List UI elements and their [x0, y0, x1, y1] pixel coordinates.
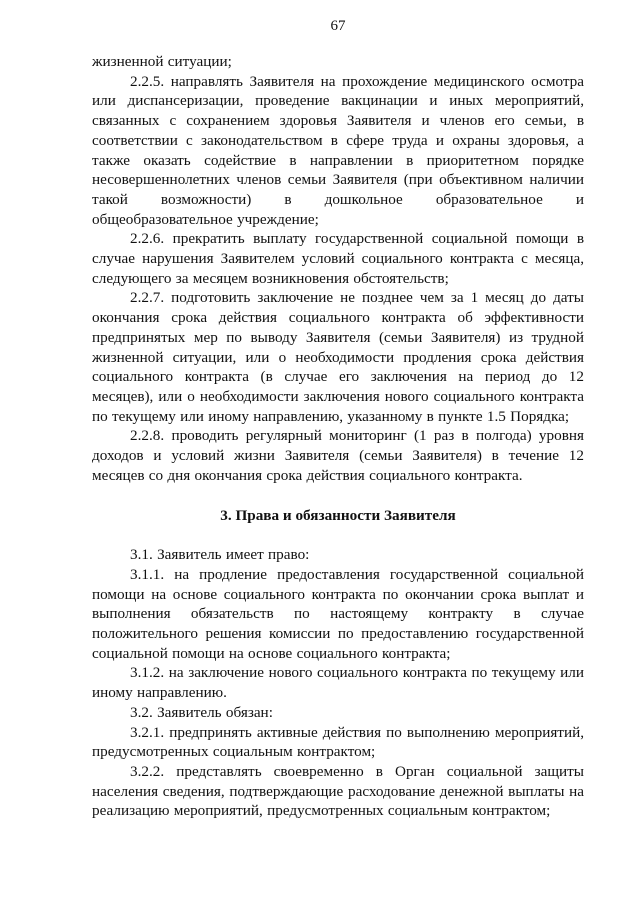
paragraph: 2.2.6. прекратить выплату государственной социальной помощи в случае нарушения Заявителем условий социального контракта с месяца, следующего за месяцем возникновения обстоятельств; — [92, 230, 584, 287]
paragraph: жизненной ситуации; — [92, 53, 232, 70]
paragraph: 2.2.7. подготовить заключение не позднее чем за 1 месяц до даты окончания срока действия социального контракта об эффективности предпринятых мер по выводу Заявителя (семьи Заявителя) из трудной жизненной ситуации, или о необходимости продления срока действия социального контракта (в случае его заключения на период до 12 месяцев), или о необходимости заключения нового социального контракта по текущему или иному направлению, указанному в пункте 1.5 Порядка; — [92, 289, 584, 425]
section-heading: 3. Права и обязанности Заявителя — [220, 507, 456, 525]
paragraph: 3.1.1. на продление предоставления государственной социальной помощи на основе социального контракта по окончании срока выплат и выполнения обязательств по настоящему контракту в случае положительного решения комиссии по предоставлению государственной социальной помощи на основе социального контракта; — [92, 565, 584, 662]
paragraph: 3.2.2. представлять своевременно в Орган социальной защиты населения сведения, подтверждающие расходование денежной выплаты на реализацию мероприятий, предусмотренных социальным контрактом; — [92, 762, 584, 820]
document-body — [92, 52, 584, 821]
paragraph: 3.1. Заявитель имеет право: — [130, 546, 310, 564]
page-number: 67 — [330, 18, 346, 34]
paragraph: 2.2.8. проводить регулярный мониторинг (1 раз в полгода) уровня доходов и условий жизни Заявителя (семьи Заявителя) в течение 12 месяцев со дня окончания срока действия социального контракта. — [92, 427, 584, 484]
paragraph: 3.2.1. предпринять активные действия по выполнению мероприятий, предусмотренных социальным контрактом; — [92, 723, 584, 761]
paragraph: 3.2. Заявитель обязан: — [130, 703, 273, 721]
paragraph: 3.1.2. на заключение нового социального контракта по текущему или иному направлению. — [92, 664, 584, 702]
paragraph: 2.2.5. направлять Заявителя на прохождение медицинского осмотра или диспансеризации, проведение вакцинации и иных мероприятий, связанных с сохранением здоровья Заявителя и членов его семьи, в соответствии с законодательством в сфере труда и охраны здоровья, а также оказать содействие в направлении в приоритетном порядке несовершеннолетних членов семьи Заявителя (при объективном наличии такой возможности) в дошкольное образовательное и общеобразовательное учреждение; — [92, 72, 584, 228]
